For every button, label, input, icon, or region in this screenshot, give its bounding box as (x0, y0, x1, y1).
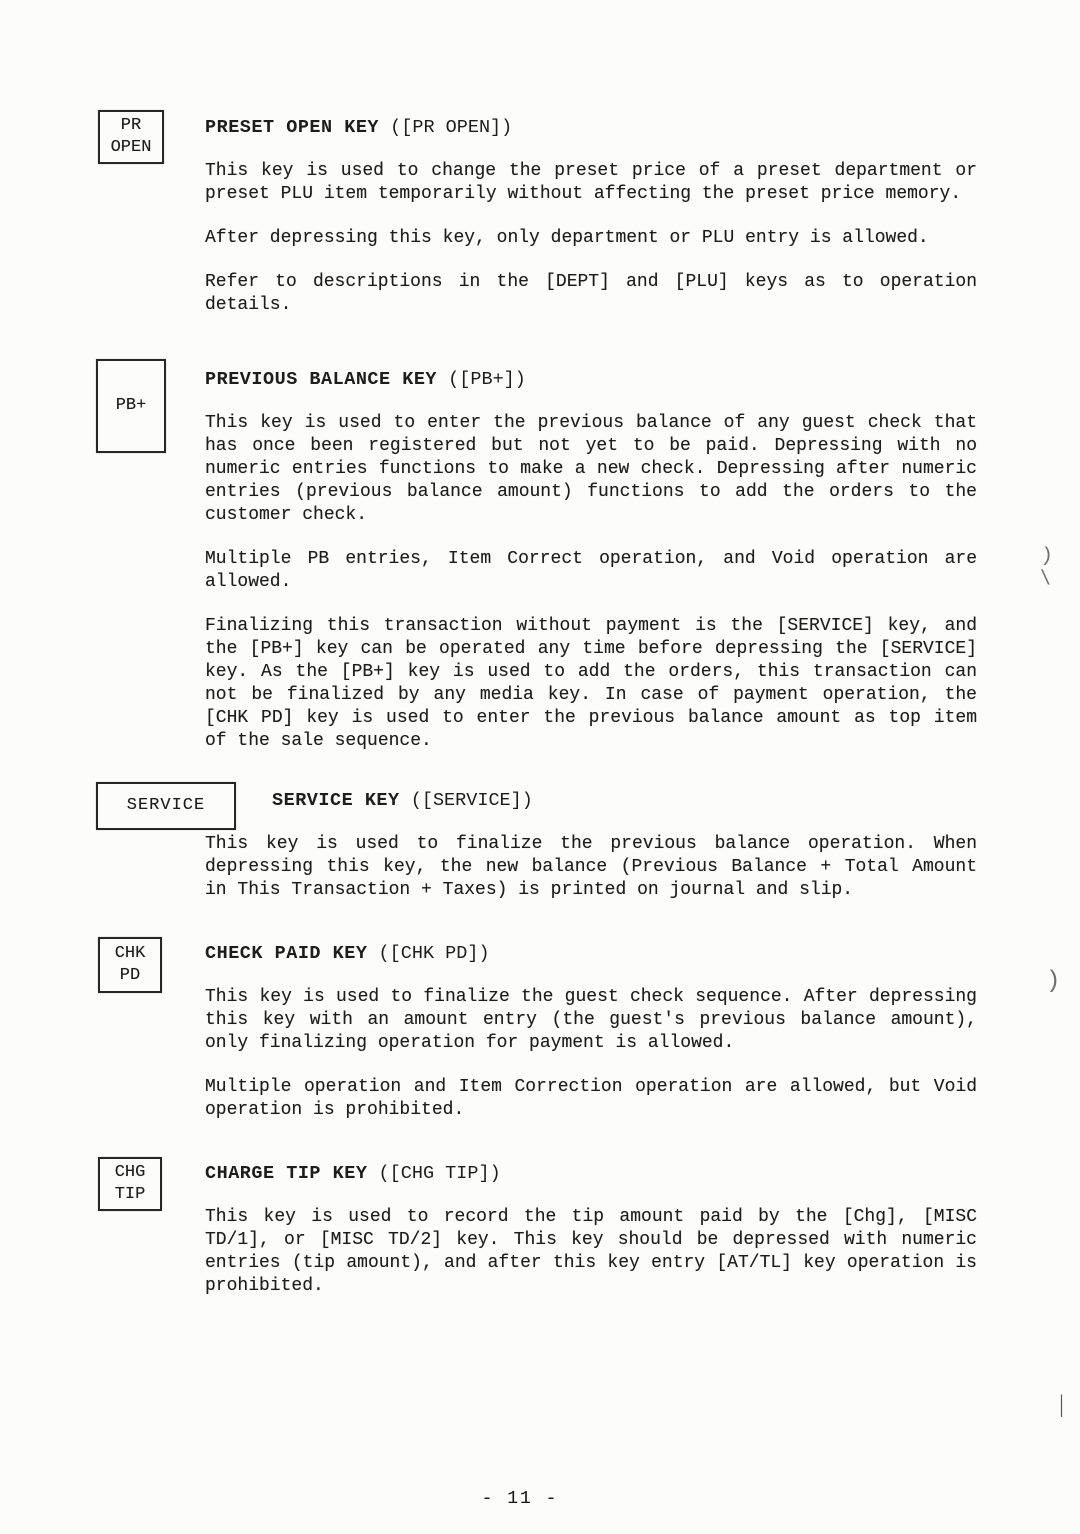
key-box-chk-pd (98, 937, 162, 993)
key-box-chg-tip (98, 1157, 162, 1211)
key-box-label-line: CHG (114, 1163, 146, 1182)
key-box-pr-open (98, 110, 164, 164)
key-box-pb-plus (96, 359, 166, 453)
paragraph: Multiple operation and Item Correction operation are allowed, but Void operation is prohibited. (205, 1077, 977, 1120)
key-box-label-line: TIP (114, 1185, 146, 1204)
key-box-label-line: CHK (114, 944, 146, 963)
paragraph: After depressing this key, only department or PLU entry is allowed. (205, 228, 929, 248)
key-box-label-line: OPEN (110, 138, 152, 157)
paragraph: Multiple PB entries, Item Correct operation, and Void operation are allowed. (205, 549, 977, 592)
section-title-name: CHECK PAID KEY (205, 943, 368, 964)
scan-artifact-mark: | (1057, 1392, 1067, 1421)
section-title-key-ref: ([PB+]) (448, 369, 526, 390)
key-box-service (96, 782, 236, 830)
page-number: - 11 - (481, 1489, 559, 1509)
paragraph: Refer to descriptions in the [DEPT] and [PLU] keys as to operation details. (205, 272, 977, 315)
section-title (205, 942, 986, 965)
scan-artifact-mark: ) \ (1038, 544, 1060, 592)
section-title-name: SERVICE KEY (272, 790, 400, 811)
section-title-name: PREVIOUS BALANCE KEY (205, 369, 438, 390)
section-service-key (100, 789, 986, 902)
section-title-key-ref: ([CHK PD]) (378, 943, 490, 964)
page-content (100, 116, 986, 1298)
section-title (205, 116, 986, 139)
section-title-name: PRESET OPEN KEY (205, 117, 380, 138)
scan-artifact-mark: ) (1046, 968, 1061, 995)
section-title-key-ref: ([SERVICE]) (410, 790, 533, 811)
paragraph: This key is used to change the preset price of a preset department or preset PLU item temporarily without affecting the preset price memory. (205, 161, 977, 204)
paragraph: This key is used to finalize the guest check sequence. After depressing this key with an amount entry (the guest's previous balance amount), only finalizing operation for payment is allowed. (205, 987, 977, 1053)
section-title (205, 1162, 986, 1185)
section-title-key-ref: ([PR OPEN]) (390, 117, 513, 138)
paragraph: This key is used to record the tip amount paid by the [Chg], [MISC TD/1], or [MISC TD/2] key. This key should be depressed with numeric entries (tip amount), and after this key entry [AT/TL] key operation is prohibited. (205, 1207, 977, 1296)
paragraph: This key is used to enter the previous balance of any guest check that has once been registered but not yet to be paid. Depressing with no numeric entries functions to make a new check. Depressing after numeric entries (previous balance amount) functions to add the orders to the customer check. (205, 413, 977, 525)
section-check-paid-key (100, 942, 986, 1122)
section-preset-open-key (100, 116, 986, 317)
key-box-label-line: PD (119, 966, 141, 985)
paragraph: This key is used to finalize the previous balance operation. When depressing this key, the new balance (Previous Balance + Total Amount in This Transaction + Taxes) is printed on journal and slip. (205, 834, 977, 900)
section-previous-balance-key (100, 368, 986, 753)
section-charge-tip-key (100, 1162, 986, 1298)
key-box-label-line: PB+ (115, 396, 147, 415)
key-box-label-line: PR (120, 116, 142, 135)
key-box-label-line: SERVICE (126, 796, 206, 815)
section-title-key-ref: ([CHG TIP]) (378, 1163, 501, 1184)
section-title-name: CHARGE TIP KEY (205, 1163, 368, 1184)
section-title (205, 368, 986, 391)
paragraph: Finalizing this transaction without payment is the [SERVICE] key, and the [PB+] key can be operated any time before depressing the [SERVICE] key. As the [PB+] key is used to add the orders, this transaction can not be finalized by any media key. In case of payment operation, the [CHK PD] key is used to enter the previous balance amount as top item of the sale sequence. (205, 616, 977, 751)
section-title (272, 789, 986, 812)
